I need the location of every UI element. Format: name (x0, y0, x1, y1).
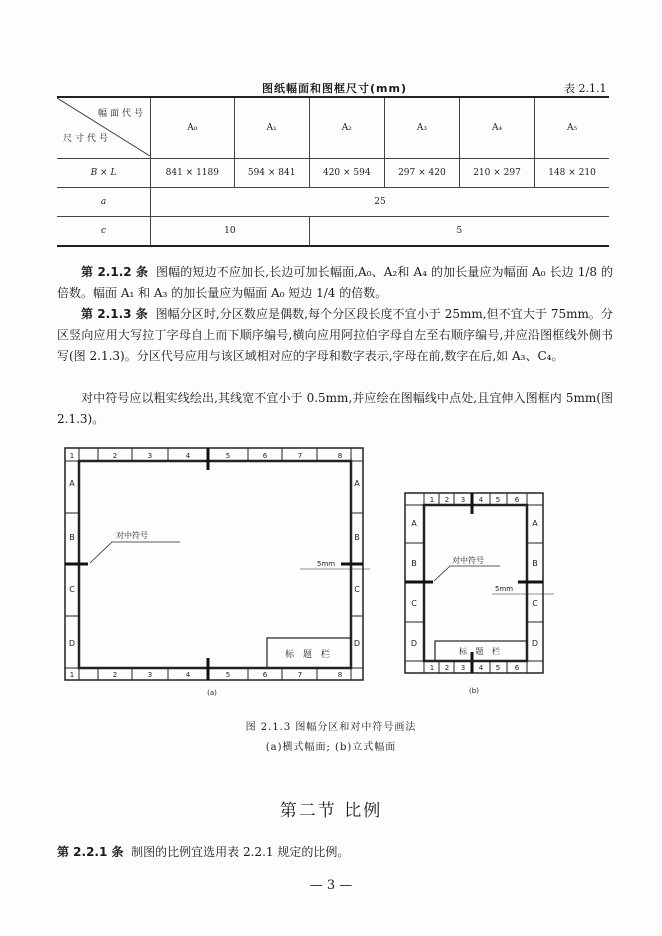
centering-mark-paragraph: 对中符号应以粗实线绘出,其线宽不宜小于 0.5mm,并应绘在图幅线中点处,且宜伸入图框内 5mm(图 2.1.3)。 (57, 391, 613, 426)
table-row (57, 188, 609, 217)
clause-2-1-2 (57, 262, 613, 304)
zone-letter: D (353, 639, 361, 648)
table-cell: 841 × 1189 (151, 159, 235, 188)
zone-number: 2 (444, 664, 450, 672)
zone-letter: D (68, 639, 76, 648)
clause-text: 图幅的短边不应加长,长边可加长幅面,A₀、A₂和 A₄ 的加长量应为幅面 A₀ 长边 1/8 的倍数。幅面 A₁ 和 A₃ 的加长量应为幅面 A₀ 短边 1/4 的倍数。 (57, 265, 613, 300)
zone-letter: A (532, 519, 538, 528)
zone-number: 3 (147, 452, 153, 460)
clause-text: 制图的比例宜选用表 2.2.1 规定的比例。 (131, 845, 350, 859)
table-row (57, 217, 609, 247)
table-row (57, 159, 609, 188)
table-caption: 图纸幅面和图框尺寸(mm) (262, 82, 407, 95)
table-cell: 297 × 420 (384, 159, 459, 188)
clause-label: 第 2.1.2 条 (81, 265, 149, 279)
centering-marks (405, 493, 543, 673)
zone-letter: B (411, 559, 417, 568)
zone-number: 4 (478, 496, 484, 504)
zone-number: 1 (429, 664, 435, 672)
zone-number: 2 (112, 671, 118, 679)
row-label: B × L (57, 159, 151, 188)
zone-letter: A (411, 519, 417, 528)
leader-line (90, 542, 112, 563)
figure-sub-label: (b) (469, 687, 479, 695)
table-cell: 594 × 841 (234, 159, 309, 188)
zone-number: 7 (297, 671, 303, 679)
table-number: 表 2.1.1 (564, 82, 607, 95)
table-cell: 148 × 210 (535, 159, 609, 188)
zone-letter: D (410, 639, 418, 648)
zone-number: 4 (185, 452, 191, 460)
clause-2-1-3 (57, 304, 613, 367)
title-block-label: 标 题 栏 (285, 650, 333, 660)
clause-label: 第 2.2.1 条 (57, 845, 124, 859)
table-cell: 420 × 594 (309, 159, 384, 188)
frame-border (424, 505, 527, 661)
figure-sub-label: (a) (207, 689, 217, 697)
header-cell: A₂ (309, 97, 384, 159)
zone-letter: B (532, 559, 538, 568)
zone-letter: C (532, 599, 538, 608)
zone-number: 3 (147, 671, 153, 679)
zone-number: 6 (262, 671, 268, 679)
zone-letter: D (531, 639, 539, 648)
figure-subcaption: (a)横式幅面; (b)立式幅面 (265, 742, 397, 753)
zone-letter: C (354, 585, 360, 594)
table-cell: 5 (309, 217, 609, 247)
zone-number: 6 (514, 664, 520, 672)
zone-number: 8 (337, 671, 343, 679)
header-cell: A₅ (535, 97, 609, 159)
table-corner-cell (57, 97, 151, 159)
centering-mark-label: 对中符号 (452, 556, 484, 565)
zone-number: 6 (514, 496, 520, 504)
figure-a-landscape (60, 442, 370, 700)
zone-number: 6 (262, 452, 268, 460)
centering-mark-label: 对中符号 (116, 531, 148, 540)
section-title: 第二节 比例 (279, 801, 383, 821)
table-cell: 25 (151, 188, 610, 217)
zone-letter: B (69, 533, 75, 542)
zone-number: 1 (69, 671, 75, 679)
zone-letter: A (69, 479, 75, 488)
clause-label: 第 2.1.3 条 (81, 307, 148, 321)
table-cell: 10 (151, 217, 310, 247)
row-label: c (57, 217, 151, 247)
dimension-label: 5mm (495, 585, 514, 593)
zone-number: 5 (495, 664, 501, 672)
header-cell: A₀ (151, 97, 235, 159)
zone-number: 5 (225, 671, 231, 679)
zone-letter: C (411, 599, 417, 608)
dimension-label: 5mm (317, 560, 336, 568)
zone-number: 5 (225, 452, 231, 460)
zone-number: 1 (69, 452, 75, 460)
frame-border (79, 461, 351, 668)
figure-b-portrait (400, 488, 560, 700)
row-label: a (57, 188, 151, 217)
header-cell: A₄ (459, 97, 534, 159)
zone-number: 3 (460, 664, 466, 672)
zone-number: 4 (478, 664, 484, 672)
title-block-label: 标 题 栏 (458, 647, 504, 656)
zone-number: 1 (429, 496, 435, 504)
zone-number: 8 (337, 452, 343, 460)
zone-letter: C (69, 585, 75, 594)
zone-number: 3 (460, 496, 466, 504)
zone-letter: B (354, 533, 360, 542)
zone-number: 2 (112, 452, 118, 460)
zone-number: 4 (185, 671, 191, 679)
paper-size-table (57, 96, 609, 247)
figure-caption: 图 2.1.3 图幅分区和对中符号画法 (245, 722, 417, 733)
zone-letter: A (354, 479, 360, 488)
leader-line (434, 566, 450, 581)
zone-number: 7 (297, 452, 303, 460)
corner-bottom-label: 尺寸代号 (63, 134, 112, 144)
table-cell: 210 × 297 (459, 159, 534, 188)
zone-number: 5 (495, 496, 501, 504)
clause-text: 图幅分区时,分区数应是偶数,每个分区段长度不宜小于 25mm,但不宜大于 75mm。分区竖向应用大写拉丁字母自上而下顺序编号,横向应用阿拉伯字母自左至右顺序编号,并应沿图框线外侧书写(图 2.1.3)。分区代号应用与该区域相对应的字母和数字表示,字母在前,数字在后,如 A₃、C₄。 (57, 307, 613, 363)
corner-top-label: 幅面代号 (97, 109, 146, 119)
header-cell: A₁ (234, 97, 309, 159)
clause-2-2-1 (57, 842, 613, 863)
page-number: — 3 — (309, 878, 353, 893)
zone-number: 2 (444, 496, 450, 504)
header-cell: A₃ (384, 97, 459, 159)
